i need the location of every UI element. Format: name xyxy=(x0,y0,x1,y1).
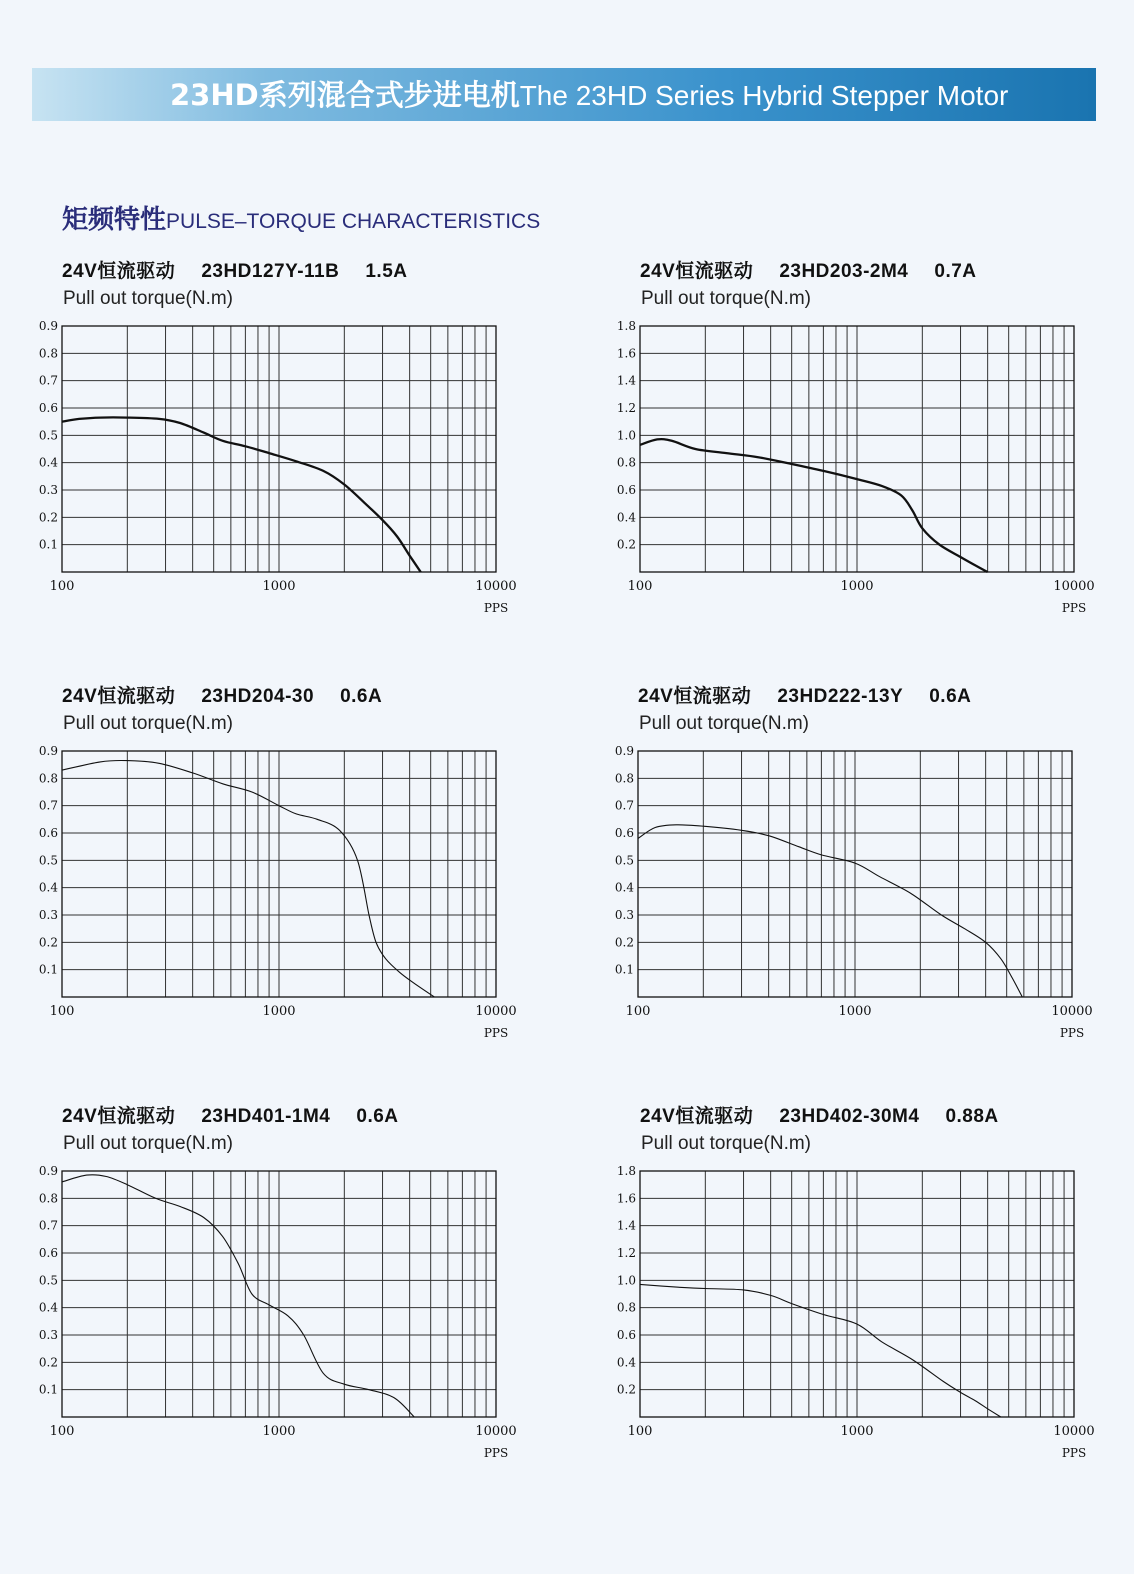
drive-label: 24V恒流驱动 xyxy=(62,261,176,282)
y-tick-label: 0.7 xyxy=(38,798,58,813)
y-tick-label: 0.5 xyxy=(38,1273,58,1288)
y-tick-label: 0.6 xyxy=(616,483,636,497)
current-label: 0.88A xyxy=(945,1106,999,1127)
x-axis-label: PPS xyxy=(483,1446,509,1460)
torque-curve xyxy=(62,760,434,997)
y-axis-label: Pull out torque(N.m) xyxy=(63,1133,234,1154)
drive-label: 24V恒流驱动 xyxy=(640,1106,754,1127)
y-tick-label: 1.2 xyxy=(616,1246,636,1260)
x-tick-label: 1000 xyxy=(838,1004,872,1019)
chart-svg xyxy=(32,1161,517,1481)
y-axis-label: Pull out torque(N.m) xyxy=(63,713,234,734)
chart-title xyxy=(62,681,382,708)
y-tick-label: 0.5 xyxy=(614,853,634,868)
chart-panel-4 xyxy=(608,681,1134,1061)
model-label: 23HD402-30M4 xyxy=(779,1106,920,1127)
x-tick-label: 10000 xyxy=(475,579,517,594)
y-tick-label: 0.3 xyxy=(614,908,634,922)
x-tick-label: 1000 xyxy=(840,579,874,594)
x-tick-label: 100 xyxy=(49,579,75,594)
y-tick-label: 0.3 xyxy=(38,908,58,922)
x-axis-label: PPS xyxy=(1061,601,1087,615)
y-tick-label: 1.0 xyxy=(616,1273,636,1288)
y-tick-label: 0.1 xyxy=(38,1382,58,1397)
y-tick-label: 0.2 xyxy=(616,1382,636,1397)
current-label: 0.6A xyxy=(340,686,383,707)
y-tick-label: 0.9 xyxy=(614,744,634,758)
x-tick-label: 1000 xyxy=(262,579,296,594)
y-tick-label: 0.8 xyxy=(616,1300,636,1315)
current-label: 0.6A xyxy=(929,686,972,707)
y-tick-label: 0.1 xyxy=(614,962,634,977)
chart-title xyxy=(640,1101,999,1128)
chart-panel-1 xyxy=(32,256,577,636)
y-tick-label: 1.0 xyxy=(616,428,636,443)
x-axis-label: PPS xyxy=(483,601,509,615)
chart-panel-2 xyxy=(610,256,1134,636)
y-tick-label: 0.6 xyxy=(38,826,58,840)
y-tick-label: 0.6 xyxy=(38,401,58,415)
y-tick-label: 0.4 xyxy=(614,880,634,895)
y-tick-label: 0.4 xyxy=(616,510,636,525)
y-tick-label: 1.4 xyxy=(616,1218,636,1233)
y-tick-label: 0.2 xyxy=(38,935,58,950)
y-tick-label: 0.4 xyxy=(38,880,58,895)
chart-svg xyxy=(610,316,1095,636)
chart-title xyxy=(640,256,977,283)
y-tick-label: 0.8 xyxy=(38,346,58,361)
x-axis-label: PPS xyxy=(1061,1446,1087,1460)
current-label: 0.6A xyxy=(356,1106,399,1127)
x-tick-label: 10000 xyxy=(1053,579,1095,594)
y-tick-label: 0.8 xyxy=(38,771,58,786)
model-label: 23HD204-30 xyxy=(201,686,315,707)
chart-panel-3 xyxy=(32,681,577,1061)
y-tick-label: 0.8 xyxy=(38,1191,58,1206)
chart-svg xyxy=(610,1161,1095,1481)
y-tick-label: 0.3 xyxy=(38,483,58,497)
x-tick-label: 100 xyxy=(627,579,653,594)
x-tick-label: 1000 xyxy=(262,1424,296,1439)
y-tick-label: 0.4 xyxy=(38,455,58,470)
torque-curve xyxy=(62,417,421,572)
x-tick-label: 10000 xyxy=(1051,1004,1093,1019)
y-axis-label: Pull out torque(N.m) xyxy=(641,1133,812,1154)
header-banner xyxy=(32,68,1096,121)
y-axis-label: Pull out torque(N.m) xyxy=(639,713,810,734)
y-tick-label: 0.6 xyxy=(614,826,634,840)
current-label: 1.5A xyxy=(365,261,408,282)
y-tick-label: 0.9 xyxy=(38,319,58,333)
y-tick-label: 1.6 xyxy=(616,346,636,361)
section-title-cn: 矩频特性 xyxy=(62,205,167,235)
drive-label: 24V恒流驱动 xyxy=(62,686,176,707)
y-tick-label: 0.5 xyxy=(38,853,58,868)
section-title-en: PULSE–TORQUE CHARACTERISTICS xyxy=(166,210,541,233)
chart-svg xyxy=(608,741,1093,1061)
y-tick-label: 1.2 xyxy=(616,401,636,415)
y-tick-label: 0.6 xyxy=(38,1246,58,1260)
y-tick-label: 0.4 xyxy=(616,1355,636,1370)
section-title xyxy=(62,199,540,236)
x-tick-label: 10000 xyxy=(475,1004,517,1019)
model-label: 23HD127Y-11B xyxy=(201,261,340,282)
torque-curve xyxy=(638,825,1022,997)
y-tick-label: 1.8 xyxy=(616,319,636,333)
chart-panel-6 xyxy=(610,1101,1134,1481)
chart-title xyxy=(62,1101,399,1128)
y-tick-label: 0.2 xyxy=(38,510,58,525)
y-tick-label: 0.7 xyxy=(38,373,58,388)
current-label: 0.7A xyxy=(934,261,977,282)
x-tick-label: 10000 xyxy=(475,1424,517,1439)
y-tick-label: 0.7 xyxy=(614,798,634,813)
page-title xyxy=(170,78,1008,113)
x-tick-label: 100 xyxy=(627,1424,653,1439)
chart-title xyxy=(62,256,408,283)
y-axis-label: Pull out torque(N.m) xyxy=(641,288,812,309)
y-tick-label: 0.9 xyxy=(38,744,58,758)
y-tick-label: 0.2 xyxy=(38,1355,58,1370)
chart-panel-5 xyxy=(32,1101,577,1481)
y-tick-label: 0.8 xyxy=(614,771,634,786)
y-tick-label: 1.8 xyxy=(616,1164,636,1178)
drive-label: 24V恒流驱动 xyxy=(62,1106,176,1127)
x-tick-label: 1000 xyxy=(840,1424,874,1439)
chart-title xyxy=(638,681,971,708)
model-label: 23HD203-2M4 xyxy=(779,261,909,282)
x-axis-label: PPS xyxy=(483,1026,509,1040)
y-tick-label: 1.6 xyxy=(616,1191,636,1206)
torque-curve xyxy=(62,1175,414,1417)
chart-svg xyxy=(32,741,517,1061)
model-label: 23HD222-13Y xyxy=(777,686,904,707)
y-tick-label: 0.7 xyxy=(38,1218,58,1233)
torque-curve xyxy=(640,439,988,572)
x-tick-label: 100 xyxy=(49,1004,75,1019)
page-title-cn: 23HD系列混合式步进电机 xyxy=(170,78,520,112)
y-tick-label: 0.6 xyxy=(616,1328,636,1342)
page-title-en: The 23HD Series Hybrid Stepper Motor xyxy=(519,80,1009,111)
x-tick-label: 1000 xyxy=(262,1004,296,1019)
y-tick-label: 1.4 xyxy=(616,373,636,388)
y-tick-label: 0.3 xyxy=(38,1328,58,1342)
y-tick-label: 0.1 xyxy=(38,962,58,977)
torque-curve xyxy=(640,1284,1001,1417)
x-tick-label: 100 xyxy=(49,1424,75,1439)
x-axis-label: PPS xyxy=(1059,1026,1085,1040)
model-label: 23HD401-1M4 xyxy=(201,1106,331,1127)
x-tick-label: 10000 xyxy=(1053,1424,1095,1439)
y-tick-label: 0.5 xyxy=(38,428,58,443)
drive-label: 24V恒流驱动 xyxy=(640,261,754,282)
drive-label: 24V恒流驱动 xyxy=(638,686,752,707)
x-tick-label: 100 xyxy=(625,1004,651,1019)
y-tick-label: 0.1 xyxy=(38,537,58,552)
y-tick-label: 0.9 xyxy=(38,1164,58,1178)
chart-svg xyxy=(32,316,517,636)
y-tick-label: 0.8 xyxy=(616,455,636,470)
y-axis-label: Pull out torque(N.m) xyxy=(63,288,234,309)
y-tick-label: 0.4 xyxy=(38,1300,58,1315)
y-tick-label: 0.2 xyxy=(614,935,634,950)
y-tick-label: 0.2 xyxy=(616,537,636,552)
